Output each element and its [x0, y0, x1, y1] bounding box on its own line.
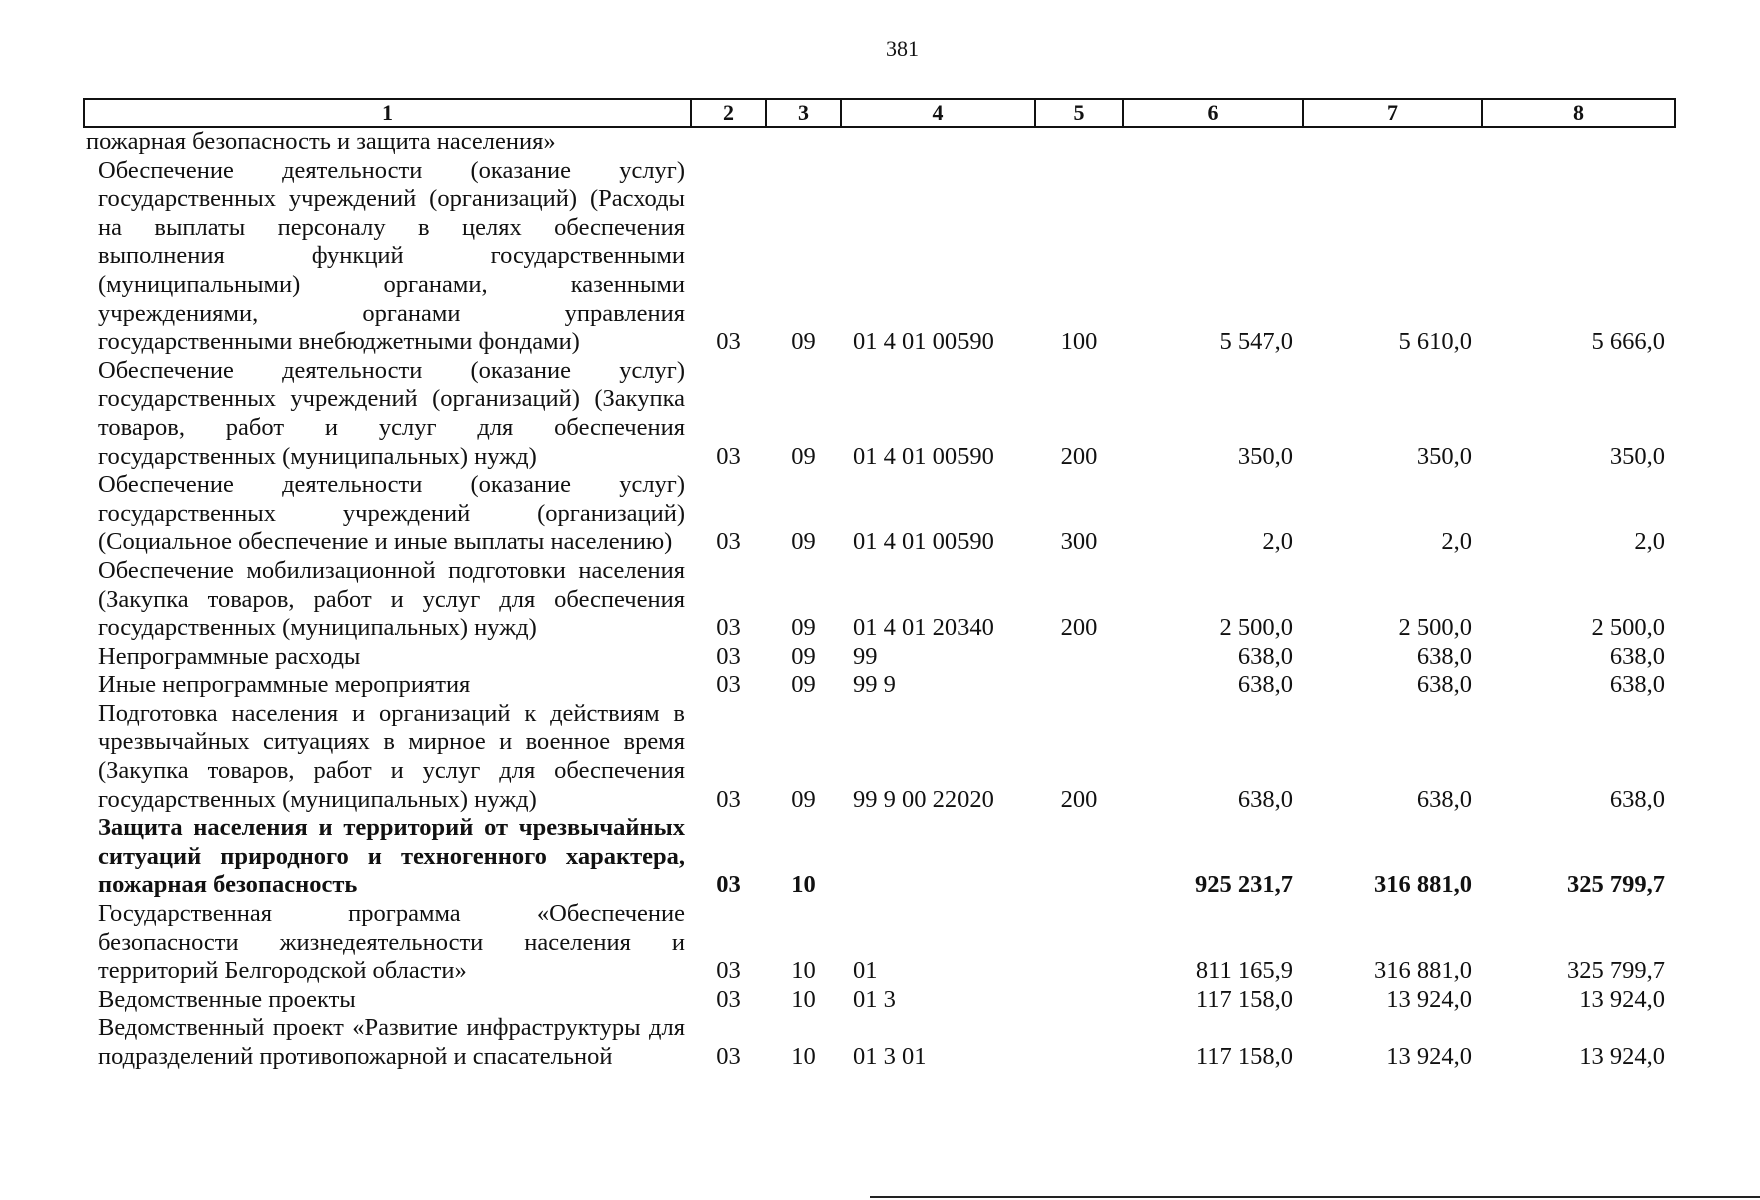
header-row — [84, 99, 1675, 127]
row-name: пожарная безопасность и защита населения» — [86, 128, 556, 155]
row-section: 03 — [716, 871, 741, 899]
row-section: 03 — [716, 957, 741, 985]
bottom-rule — [870, 1196, 1760, 1198]
row-value-7: 316 881,0 — [1374, 871, 1472, 899]
row-subsection: 09 — [791, 614, 816, 642]
row-target-article — [841, 814, 1035, 900]
row-value-7: 13 924,0 — [1386, 1043, 1472, 1070]
row-value-6: 638,0 — [1237, 785, 1293, 813]
row-target-article: 01 4 01 00590 — [853, 442, 994, 470]
row-value-6: 925 231,7 — [1195, 871, 1293, 899]
header-col-1: 1 — [84, 99, 691, 127]
row-target-article: 01 — [853, 957, 878, 985]
row-value-8: 638,0 — [1609, 671, 1665, 699]
row-name: Обеспечение мобилизационной подготовки населения (Закупка товаров, работ и услуг для обеспечения государственных (муниципальных) нужд) — [98, 556, 685, 642]
row-name: Подготовка населения и организаций к действиям в чрезвычайных ситуациях в мирное и военное время (Закупка товаров, работ и услуг для обеспечения государственных (муниципальных) нужд) — [98, 699, 685, 813]
row-expense-type — [1035, 900, 1123, 986]
table-row — [84, 1014, 1675, 1071]
row-value-6 — [1123, 127, 1303, 157]
row-name: Обеспечение деятельности (оказание услуг) государственных учреждений (организаций) (Закупка товаров, работ и услуг для обеспечения государственных (муниципальных) нужд) — [98, 356, 685, 470]
table-row — [84, 471, 1675, 557]
row-value-8: 2,0 — [1634, 528, 1665, 556]
row-value-8: 638,0 — [1609, 785, 1665, 813]
row-name: Государственная программа «Обеспечение безопасности жизнедеятельности населения и территорий Белгородской области» — [98, 900, 685, 985]
row-expense-type — [1035, 814, 1123, 900]
row-expense-type: 300 — [1060, 528, 1098, 556]
table-row — [84, 643, 1675, 672]
row-subsection: 09 — [791, 671, 816, 699]
row-value-6: 5 547,0 — [1219, 328, 1293, 356]
row-name: Непрограммные расходы — [98, 642, 361, 670]
row-subsection — [766, 127, 841, 157]
row-value-7 — [1303, 127, 1482, 157]
header-col-8: 8 — [1482, 99, 1675, 127]
row-expense-type — [1035, 643, 1123, 672]
row-target-article: 01 4 01 00590 — [853, 328, 994, 356]
row-target-article: 01 3 01 — [853, 1043, 927, 1070]
row-subsection: 09 — [791, 328, 816, 356]
header-col-7: 7 — [1303, 99, 1482, 127]
row-value-7: 638,0 — [1416, 671, 1472, 699]
row-value-7: 13 924,0 — [1386, 985, 1472, 1013]
row-section — [691, 127, 766, 157]
row-section: 03 — [716, 985, 741, 1013]
row-value-8: 638,0 — [1609, 642, 1665, 670]
row-name: Обеспечение деятельности (оказание услуг) государственных учреждений (организаций) (Расходы на выплаты персоналу в целях обеспечения выполнения функций государственными (муниципальными) органами, казенными учреждениями, органами управления государственными внебюджетными фондами) — [98, 156, 685, 356]
page-number: 381 — [886, 36, 919, 61]
row-value-8: 13 924,0 — [1579, 1043, 1665, 1070]
row-value-8: 5 666,0 — [1591, 328, 1665, 356]
row-expense-type: 200 — [1060, 614, 1098, 642]
row-value-6: 117 158,0 — [1195, 985, 1293, 1013]
header-col-2: 2 — [691, 99, 766, 127]
row-section: 03 — [716, 442, 741, 470]
row-expense-type: 100 — [1060, 328, 1098, 356]
row-value-8: 350,0 — [1609, 442, 1665, 470]
row-section: 03 — [716, 642, 741, 670]
row-value-8: 325 799,7 — [1567, 871, 1665, 899]
row-subsection: 09 — [791, 442, 816, 470]
row-expense-type — [1035, 127, 1123, 157]
row-expense-type: 200 — [1060, 442, 1098, 470]
header-col-4: 4 — [841, 99, 1035, 127]
header-col-6: 6 — [1123, 99, 1303, 127]
row-subsection: 09 — [791, 785, 816, 813]
row-value-6: 117 158,0 — [1195, 1043, 1293, 1070]
row-target-article: 99 9 00 22020 — [853, 785, 994, 813]
row-expense-type: 200 — [1060, 785, 1098, 813]
row-value-8 — [1482, 127, 1675, 157]
row-target-article — [841, 127, 1035, 157]
row-value-6: 638,0 — [1237, 642, 1293, 670]
row-target-article: 01 4 01 00590 — [853, 528, 994, 556]
header-col-5: 5 — [1035, 99, 1123, 127]
row-section: 03 — [716, 528, 741, 556]
row-value-7: 5 610,0 — [1398, 328, 1472, 356]
row-expense-type — [1035, 671, 1123, 700]
row-name: Ведомственный проект «Развитие инфраструктуры для подразделений противопожарной и спасательной — [98, 1014, 685, 1070]
row-target-article: 01 3 — [853, 985, 896, 1013]
row-section: 03 — [716, 614, 741, 642]
row-subsection: 10 — [791, 985, 816, 1013]
table-row — [84, 814, 1675, 900]
table-body — [84, 127, 1675, 1072]
table-row — [84, 557, 1675, 643]
row-value-6: 2,0 — [1262, 528, 1293, 556]
header-col-3: 3 — [766, 99, 841, 127]
row-name: Защита населения и территорий от чрезвычайных ситуаций природного и техногенного характера, пожарная безопасность — [98, 814, 685, 899]
row-name: Ведомственные проекты — [98, 985, 356, 1013]
table-row — [84, 671, 1675, 700]
row-value-7: 638,0 — [1416, 642, 1472, 670]
table-row — [84, 700, 1675, 814]
row-value-8: 13 924,0 — [1579, 985, 1665, 1013]
row-value-7: 316 881,0 — [1374, 957, 1472, 985]
row-subsection: 09 — [791, 642, 816, 670]
row-value-8: 325 799,7 — [1567, 957, 1665, 985]
table-row — [84, 986, 1675, 1015]
row-subsection: 10 — [791, 871, 816, 899]
row-name: Обеспечение деятельности (оказание услуг) государственных учреждений (организаций) (Социальное обеспечение и иные выплаты населению) — [98, 471, 685, 556]
row-expense-type — [1035, 1014, 1123, 1071]
row-subsection: 10 — [791, 1043, 816, 1070]
row-target-article: 01 4 01 20340 — [853, 614, 994, 642]
table-row — [84, 127, 1675, 157]
row-section: 03 — [716, 785, 741, 813]
row-section: 03 — [716, 1043, 741, 1070]
row-expense-type — [1035, 986, 1123, 1015]
row-value-7: 2,0 — [1441, 528, 1472, 556]
row-value-7: 350,0 — [1416, 442, 1472, 470]
row-subsection: 09 — [791, 528, 816, 556]
row-value-7: 638,0 — [1416, 785, 1472, 813]
row-target-article: 99 — [853, 642, 878, 670]
table-header — [84, 99, 1675, 127]
row-value-6: 811 165,9 — [1195, 957, 1293, 985]
row-subsection: 10 — [791, 957, 816, 985]
row-name: Иные непрограммные мероприятия — [98, 671, 471, 699]
row-value-8: 2 500,0 — [1591, 614, 1665, 642]
row-target-article: 99 9 — [853, 671, 896, 699]
budget-table — [83, 98, 1676, 1072]
table-row — [84, 157, 1675, 357]
row-section: 03 — [716, 671, 741, 699]
row-value-6: 2 500,0 — [1219, 614, 1293, 642]
row-value-6: 638,0 — [1237, 671, 1293, 699]
row-value-7: 2 500,0 — [1398, 614, 1472, 642]
table-row — [84, 900, 1675, 986]
row-section: 03 — [716, 328, 741, 356]
row-value-6: 350,0 — [1237, 442, 1293, 470]
table-row — [84, 357, 1675, 471]
